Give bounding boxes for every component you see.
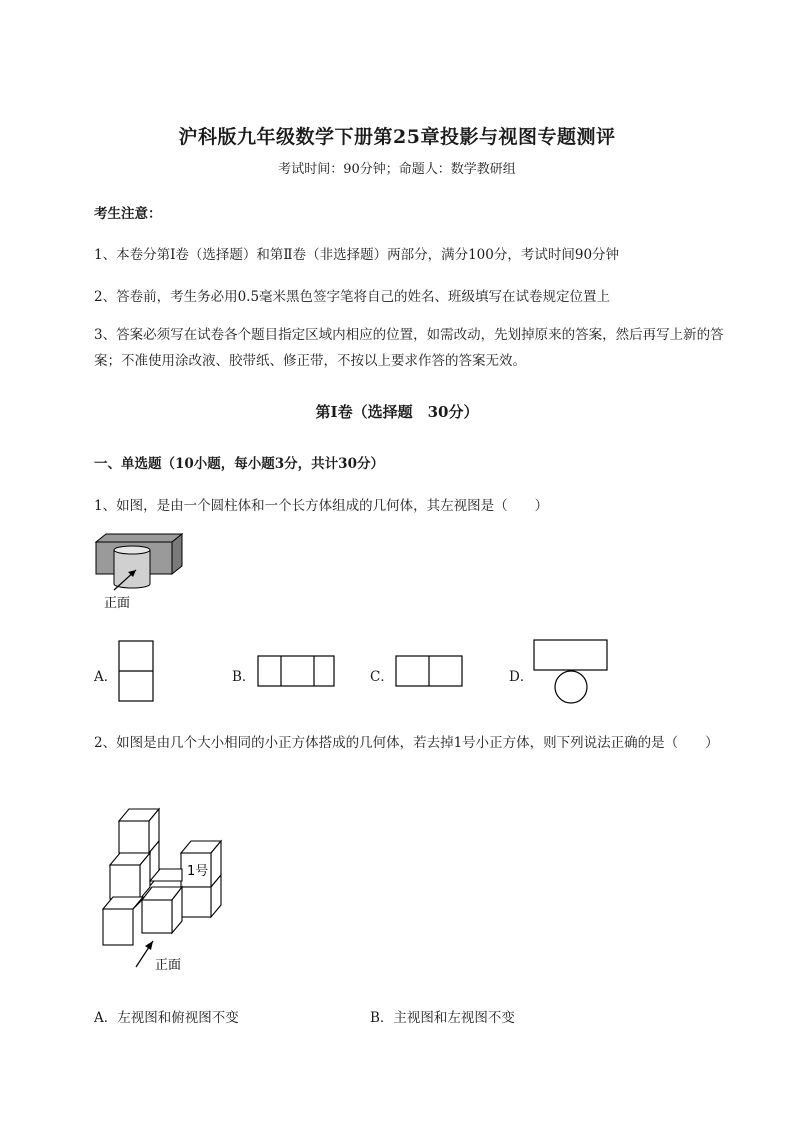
q1-option-d-figure xyxy=(533,638,611,706)
q2-figure xyxy=(98,805,228,977)
q1-option-b-label: B． xyxy=(232,669,256,685)
q1-front-label: 正面 xyxy=(104,596,131,611)
q2-front-label: 正面 xyxy=(155,958,182,973)
q1-option-b-figure xyxy=(257,655,337,689)
q2-option-b: B．主视图和左视图不变 xyxy=(370,1010,515,1026)
notice-item-2: 2、答卷前，考生务必用0.5毫米黑色签字笔将自己的姓名、班级填写在试卷规定位置上 xyxy=(94,289,611,305)
q2-option-a: A．左视图和俯视图不变 xyxy=(94,1010,239,1026)
q1-figure xyxy=(90,530,190,615)
part-heading: 一、单选题（10小题，每小题3分，共计30分） xyxy=(94,456,384,472)
section-title: 第I卷（选择题 30分） xyxy=(315,403,479,421)
question-1-text: 1、如图，是由一个圆柱体和一个长方体组成的几何体，其左视图是（ ） xyxy=(94,498,549,514)
exam-info: 考试时间：90分钟；命题人：数学教研组 xyxy=(278,162,516,177)
q1-option-c-label: C． xyxy=(370,669,394,685)
q1-option-d-label: D． xyxy=(509,669,534,685)
notice-item-3: 3、答案必须写在试卷各个题目指定区域内相应的位置，如需改动，先划掉原来的答案，然后再写上新的答案；不准使用涂改液、胶带纸、修正带，不按以上要求作答的答案无效。 xyxy=(94,327,724,369)
q2-cube-label: 1号 xyxy=(187,864,209,879)
q1-option-a-figure xyxy=(118,640,158,704)
notice-item-1: 1、本卷分第I卷（选择题）和第Ⅱ卷（非选择题）两部分，满分100分，考试时间90分钟 xyxy=(94,247,620,263)
page-title: 沪科版九年级数学下册第25章投影与视图专题测评 xyxy=(178,126,616,148)
q1-option-c-figure xyxy=(395,655,465,689)
q1-option-a-label: A． xyxy=(94,669,118,685)
notice-heading: 考生注意： xyxy=(94,206,162,222)
question-2-text: 2、如图是由几个大小相同的小正方体搭成的几何体，若去掉1号小正方体，则下列说法正确的是（ ） xyxy=(94,735,719,751)
